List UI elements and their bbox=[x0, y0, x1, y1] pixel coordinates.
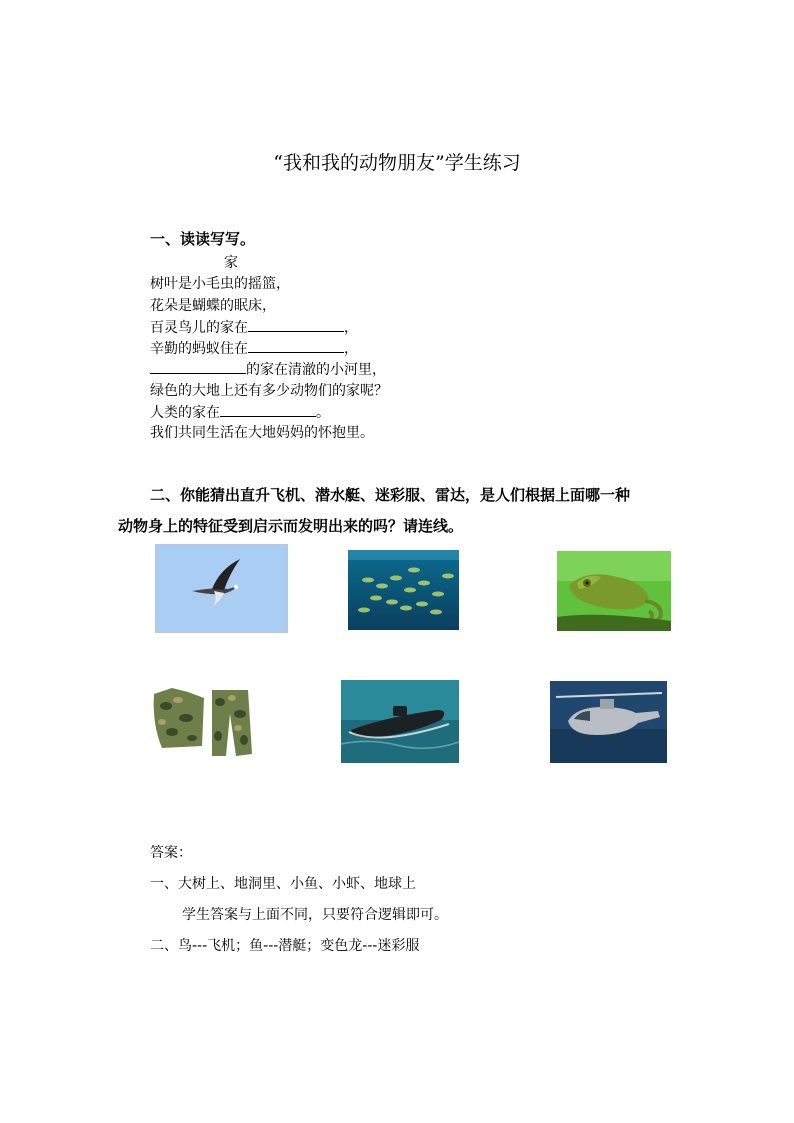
poem-line-3 bbox=[150, 317, 388, 338]
poem-text: ， bbox=[344, 341, 358, 358]
page-title: “我和我的动物朋友”学生练习 bbox=[273, 152, 521, 174]
poem-text: 辛勤的蚂蚁住在 bbox=[150, 341, 248, 358]
camouflage-icon bbox=[148, 684, 256, 760]
section2-line-2: 动物身上的特征受到启示而发明出来的吗？请连线。 bbox=[118, 517, 464, 535]
fill-blank[interactable] bbox=[220, 402, 316, 417]
poem-line-6 bbox=[150, 381, 388, 402]
poem-line-7 bbox=[150, 402, 388, 423]
fill-blank[interactable] bbox=[248, 317, 344, 332]
submarine-image[interactable] bbox=[341, 680, 459, 763]
poem-text: 我们共同生活在大地妈妈的怀抱里。 bbox=[150, 425, 374, 442]
poem-text: 的家在清澈的小河里， bbox=[246, 362, 386, 379]
bird-icon bbox=[156, 545, 287, 632]
fish-icon bbox=[348, 550, 459, 630]
poem-text: 树叶是小毛虫的摇篮， bbox=[150, 276, 290, 293]
poem-text: 百灵鸟儿的家在 bbox=[150, 319, 248, 336]
chameleon-icon bbox=[557, 551, 671, 631]
bird-image[interactable] bbox=[155, 544, 288, 633]
poem-title: 家 bbox=[224, 255, 238, 271]
poem-line-4 bbox=[150, 338, 388, 359]
poem-text: ， bbox=[344, 319, 358, 336]
section2-line-1: 二、你能猜出直升飞机、潜水艇、迷彩服、雷达，是人们根据上面哪一种 bbox=[150, 486, 631, 504]
poem-text: 。 bbox=[316, 405, 330, 422]
poem-text: 人类的家在 bbox=[150, 405, 220, 422]
poem-line-1 bbox=[150, 274, 388, 295]
submarine-icon bbox=[341, 680, 459, 763]
poem-line-8 bbox=[150, 423, 388, 444]
poem-text: 花朵是蝴蝶的眠床， bbox=[150, 297, 276, 314]
section2-question bbox=[118, 480, 678, 542]
poem-text: 绿色的大地上还有多少动物们的家呢？ bbox=[150, 382, 388, 399]
section1-heading: 一、读读写写。 bbox=[150, 230, 256, 248]
poem bbox=[150, 253, 388, 445]
fish-image[interactable] bbox=[348, 550, 459, 630]
answer-1-note: 学生答案与上面不同，只要符合逻辑即可。 bbox=[182, 907, 448, 923]
answer-2: 二、鸟---飞机；鱼---潜艇；变色龙---迷彩服 bbox=[150, 938, 420, 954]
chameleon-image[interactable] bbox=[557, 551, 671, 631]
fill-blank[interactable] bbox=[150, 359, 246, 374]
helicopter-image[interactable] bbox=[550, 681, 667, 763]
camouflage-clothes-image[interactable] bbox=[148, 684, 256, 760]
helicopter-icon bbox=[550, 681, 667, 763]
poem-line-5 bbox=[150, 359, 388, 380]
answers-label: 答案： bbox=[150, 845, 192, 861]
poem-line-2 bbox=[150, 296, 388, 317]
fill-blank[interactable] bbox=[248, 338, 344, 353]
answer-1: 一、大树上、地洞里、小鱼、小虾、地球上 bbox=[150, 876, 416, 892]
